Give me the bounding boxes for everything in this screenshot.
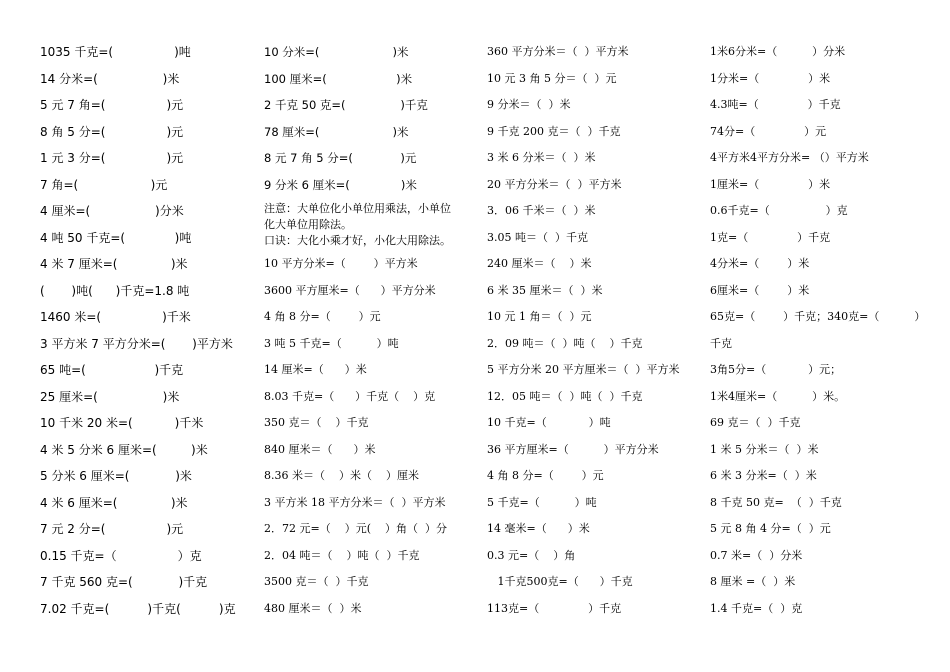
- exercise-line: 350 克＝（ ）千克: [264, 416, 369, 429]
- exercise-line: ( )吨( )千克=1.8 吨: [40, 283, 190, 298]
- exercise-line: 1千克500克=（ ）千克: [487, 575, 633, 588]
- exercise-line: 4 吨 50 千克=( )吨: [40, 230, 192, 245]
- exercise-line: 12．05 吨＝（ ）吨（ ）千克: [487, 389, 643, 403]
- exercise-line: 100 厘米=( )米: [264, 71, 413, 86]
- exercise-line: 6 米 3 分米=（ ）米: [710, 469, 817, 482]
- exercise-line: 1厘米=（ ）米: [710, 177, 831, 191]
- exercise-line: 3角5分=（ ）元；: [710, 363, 842, 376]
- exercise-line: 4 米 7 厘米=( )米: [40, 257, 188, 271]
- exercise-line: 6厘米=（ ）米: [710, 283, 810, 297]
- exercise-line: 74分=（ ）元: [710, 124, 827, 138]
- exercise-line: 8.03 千克=（ ）千克（ ）克: [264, 389, 436, 403]
- exercise-column-3: [487, 42, 707, 625]
- exercise-line: 9 分米＝（ ）米: [487, 98, 571, 111]
- exercise-line: 113克=（ ）千克: [487, 601, 622, 615]
- exercise-line: 1克=（ ）千克: [710, 230, 831, 244]
- exercise-line: 36 平方厘米=（ ）平方分米: [487, 442, 659, 456]
- exercise-line: 4 角 8 分=（ ）元: [264, 310, 381, 323]
- exercise-line: 2 千克 50 克=( )千克: [264, 98, 428, 112]
- exercise-line: 10 千米 20 米=( )千米: [40, 416, 204, 430]
- exercise-column-2: [264, 42, 479, 625]
- exercise-line: 1 米 5 分米＝（ ）米: [710, 442, 819, 456]
- exercise-line: 69 克＝（ ）千克: [710, 416, 801, 429]
- exercise-line: 5 元 7 角=( )元: [40, 98, 184, 112]
- exercise-line: 1米4厘米=（ ）米。: [710, 389, 846, 403]
- exercise-line: 65克=（ ）千克；340克=（ ）: [710, 310, 926, 323]
- exercise-line: 4分米=（ ）米: [710, 257, 810, 270]
- exercise-line: 7 元 2 分=( )元: [40, 522, 184, 536]
- exercise-line: 千克: [710, 336, 732, 350]
- exercise-line: 7 角=( )元: [40, 177, 168, 192]
- exercise-line: 4 米 6 厘米=( )米: [40, 495, 188, 510]
- exercise-line: 1 元 3 分=( )元: [40, 151, 184, 165]
- exercise-line: 5 元 8 角 4 分=（ ）元: [710, 522, 831, 535]
- exercise-line: 0.6千克=（ ）克: [710, 204, 848, 217]
- exercise-line: 5 千克=（ ）吨: [487, 495, 597, 509]
- exercise-line: 0.3 元=（ ）角: [487, 548, 576, 562]
- exercise-line: 1分米=（ ）米: [710, 71, 831, 85]
- exercise-line: 3 吨 5 千克=（ ）吨: [264, 336, 399, 350]
- exercise-line: 10 元 3 角 5 分＝（ ）元: [487, 71, 617, 85]
- exercise-line: 2．04 吨＝（ ）吨（ ）千克: [264, 548, 420, 562]
- exercise-line: 2．09 吨＝（ ）吨（ ）千克: [487, 336, 643, 350]
- exercise-line: 480 厘米＝（ ）米: [264, 601, 362, 615]
- exercise-line: 65 吨=( )千克: [40, 363, 184, 377]
- exercise-line: 10 平方分米=（ ）平方米: [264, 257, 418, 270]
- exercise-line: 3600 平方厘米=（ ）平方分米: [264, 283, 436, 297]
- exercise-line: 8 角 5 分=( )元: [40, 124, 184, 139]
- exercise-line: 14 厘米=（ ）米: [264, 363, 367, 376]
- exercise-line: 7 千克 560 克=( )千克: [40, 575, 208, 589]
- exercise-line: 8 千克 50 克= （ ）千克: [710, 495, 842, 509]
- exercise-line: 10 分米=( )米: [264, 45, 409, 59]
- exercise-line: 5 平方分米 20 平方厘米＝（ ）平方米: [487, 363, 680, 376]
- exercise-line: 8.36 米＝（ ）米（ ）厘米: [264, 469, 419, 482]
- exercise-line: 3.05 吨＝（ ）千克: [487, 230, 588, 244]
- exercise-line: 14 分米=( )米: [40, 71, 180, 86]
- exercise-line: 7.02 千克=( )千克( )克: [40, 601, 236, 616]
- exercise-line: 3 平方米 18 平方分米＝（ ）平方米: [264, 495, 446, 509]
- exercise-line: 3500 克＝（ ）千克: [264, 575, 369, 588]
- exercise-column-4: [710, 42, 926, 625]
- exercise-line: 240 厘米＝（ ）米: [487, 257, 592, 270]
- exercise-line: 8 厘米 =（ ）米: [710, 575, 796, 588]
- exercise-line: 1.4 千克=（ ）克: [710, 601, 803, 615]
- exercise-line: 4平方米4平方分米= （）平方米: [710, 151, 869, 164]
- exercise-column-1: [40, 42, 255, 625]
- exercise-line: 4 米 5 分米 6 厘米=( )米: [40, 442, 208, 457]
- mnemonic-line: 口诀：大化小乘才好，小化大用除法。: [264, 234, 451, 247]
- exercise-line: 9 千克 200 克＝（ ）千克: [487, 124, 621, 138]
- exercise-line: 840 厘米＝（ ）米: [264, 442, 376, 456]
- exercise-line: 20 平方分米＝（ ）平方米: [487, 177, 622, 191]
- exercise-line: 3 平方米 7 平方分米=( )平方米: [40, 336, 233, 351]
- exercise-line: 4.3吨=（ ）千克: [710, 98, 841, 111]
- exercise-line: 3．06 千米＝（ ）米: [487, 204, 596, 217]
- exercise-line: 1460 米=( )千米: [40, 310, 191, 324]
- exercise-line: 9 分米 6 厘米=( )米: [264, 177, 417, 192]
- exercise-line: 10 元 1 角＝（ ）元: [487, 310, 592, 323]
- exercise-line: 1米6分米=（ ）分米: [710, 45, 846, 58]
- exercise-line: 78 厘米=( )米: [264, 124, 409, 139]
- exercise-line: 6 米 35 厘米＝（ ）米: [487, 283, 603, 297]
- exercise-line: 2．72 元=（ ）元( ）角（ ）分: [264, 522, 447, 535]
- exercise-line: 5 分米 6 厘米=( )米: [40, 469, 192, 483]
- exercise-line: 1035 千克=( )吨: [40, 45, 191, 59]
- exercise-line: 10 千克=（ ）吨: [487, 416, 611, 429]
- exercise-line: 25 厘米=( )米: [40, 389, 180, 404]
- exercise-line: 0.7 米=（ ）分米: [710, 548, 803, 562]
- exercise-line: 360 平方分米＝（ ）平方米: [487, 45, 629, 58]
- exercise-line: 4 厘米=( )分米: [40, 204, 184, 218]
- rule-note-line: 注意：大单位化小单位用乘法，小单位: [264, 202, 451, 215]
- exercise-line: 0.15 千克=（ ）克: [40, 548, 202, 563]
- exercise-line: 8 元 7 角 5 分=( )元: [264, 151, 417, 165]
- rule-note-line: 化大单位用除法。: [264, 218, 352, 231]
- rule-note: [264, 201, 479, 254]
- exercise-line: 14 毫米=（ ）米: [487, 522, 590, 535]
- exercise-line: 4 角 8 分=（ ）元: [487, 469, 604, 482]
- exercise-line: 3 米 6 分米＝（ ）米: [487, 151, 596, 164]
